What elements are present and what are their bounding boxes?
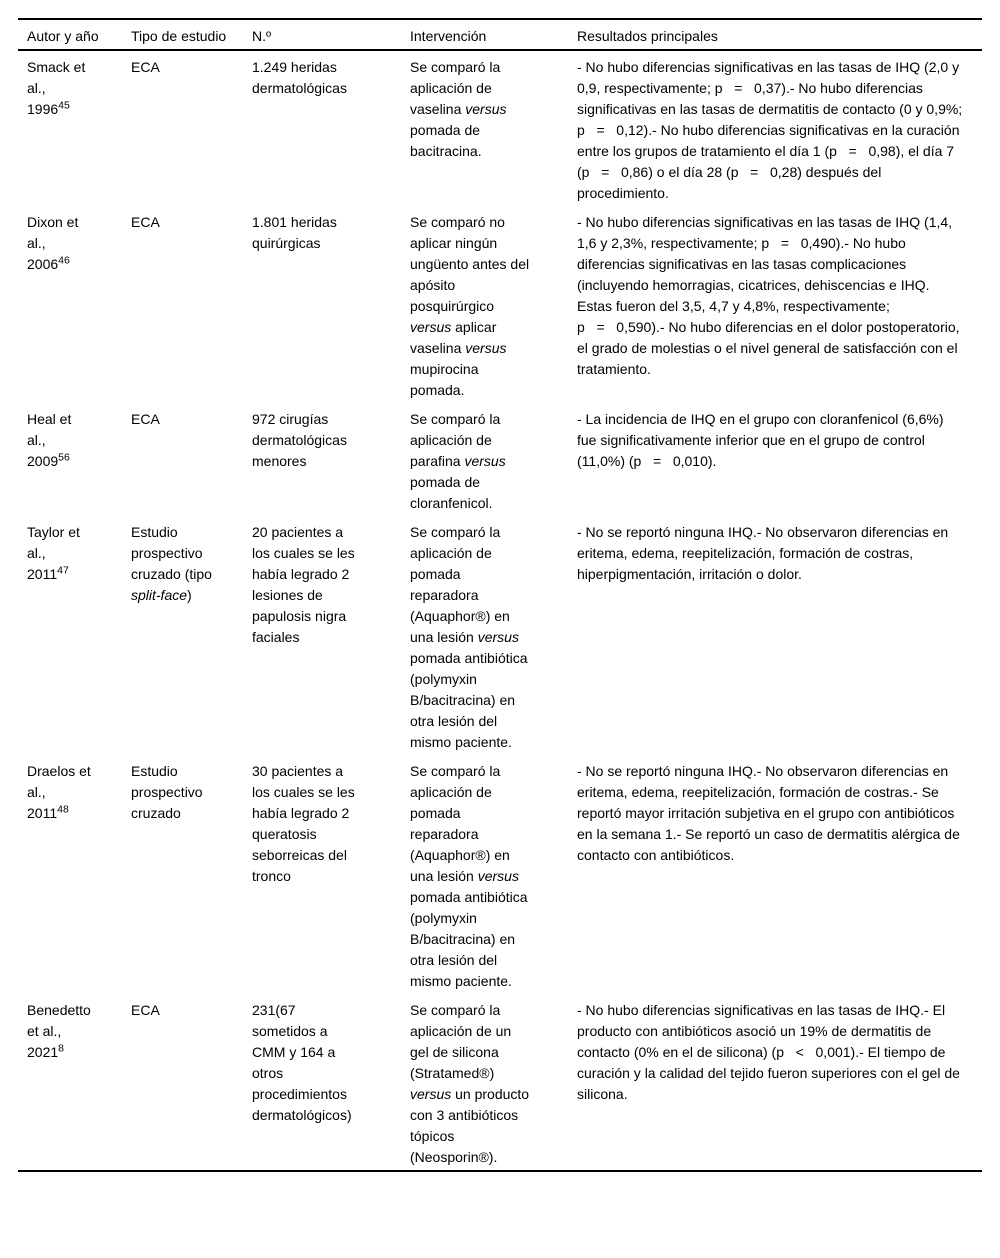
n-cell: 231(67 sometidos a CMM y 164 a otros procedimientos dermatológicos) — [252, 1002, 352, 1123]
n-cell: 20 pacientes a los cuales se les había legrado 2 lesiones de papulosis nigra faciales — [252, 524, 355, 645]
study-type-cell: Estudio prospectivo cruzado (tipo split-face) — [131, 524, 212, 603]
author-cell: Smack et al., 1996$^{45}$ — [27, 59, 86, 117]
study-type-cell: ECA — [131, 214, 160, 230]
intervention-cell: Se comparó la aplicación de parafina versus pomada de cloranfenicol. — [410, 411, 506, 511]
results-cell: - No hubo diferencias significativas en las tasas de IHQ (1,4, 1,6 y 2,3%, respectivamente; p = 0,490).- No hubo diferencias significativas en las tasas complicaciones (incluyendo hemorragias, cicatrices, dehiscencias e IHQ. Estas fueron del 3,5, 4,7 y 4,8%, respectivamente; p = 0,590).- No hubo diferencias en el dolor postoperatorio, el grado de molestias o el nivel general de satisfacción con el tratamiento. — [577, 214, 960, 377]
table-body — [18, 50, 982, 1171]
intervention-cell: Se comparó la aplicación de vaselina versus pomada de bacitracina. — [410, 59, 507, 159]
study-type-cell: Estudio prospectivo cruzado — [131, 763, 203, 821]
author-cell: Draelos et al., 2011$^{48}$ — [27, 763, 91, 821]
intervention-cell: Se comparó no aplicar ningún ungüento antes del apósito posquirúrgico versus aplicar vaselina versus mupirocina pomada. — [410, 214, 530, 398]
author-cell: Benedetto et al., 2021$^8$ — [27, 1002, 91, 1060]
n-cell: 1.801 heridas quirúrgicas — [252, 214, 337, 251]
column-header-tipo-de-estudio: Tipo de estudio — [130, 19, 251, 50]
studies-table — [18, 18, 982, 1172]
study-type-cell: ECA — [131, 59, 160, 75]
table-row — [18, 50, 982, 206]
author-cell: Taylor et al., 2011$^{47}$ — [27, 524, 80, 582]
study-type-cell: ECA — [131, 411, 160, 427]
results-cell: - No hubo diferencias significativas en las tasas de IHQ (2,0 y 0,9, respectivamente; p = 0,37).- No hubo diferencias significativas en las tasas de dermatitis de contacto (0 y 0,9%; p = 0,12).- No hubo diferencias significativas en la curación entre los grupos de tratamiento el día 1 (p = 0,98), el día 7 (p = 0,86) o el día 28 (p = 0,28) después del procedimiento. — [577, 59, 963, 201]
intervention-cell: Se comparó la aplicación de pomada reparadora (Aquaphor®) en una lesión versus pomada antibiótica (polymyxin B/bacitracina) en otra lesión del mismo paciente. — [410, 524, 528, 750]
table-header — [18, 19, 982, 50]
author-cell: Dixon et al., 2006$^{46}$ — [27, 214, 79, 272]
intervention-cell: Se comparó la aplicación de pomada reparadora (Aquaphor®) en una lesión versus pomada antibiótica (polymyxin B/bacitracina) en otra lesión del mismo paciente. — [410, 763, 528, 989]
column-header-autor-y-ano: Autor y año — [18, 19, 130, 50]
column-header-n: N.º — [251, 19, 409, 50]
results-cell: - No se reportó ninguna IHQ.- No observaron diferencias en eritema, edema, reepitelización, formación de costras, hiperpigmentación, irritación o dolor. — [577, 524, 949, 582]
table-row — [18, 755, 982, 994]
table-row — [18, 403, 982, 516]
author-cell: Heal et al., 2009$^{56}$ — [27, 411, 72, 469]
table-row — [18, 206, 982, 403]
results-cell: - No se reportó ninguna IHQ.- No observaron diferencias en eritema, edema, reepitelización, formación de costras.- Se reportó mayor irritación subjetiva en el grupo con antibióticos en la semana 1.- Se reportó un caso de dermatitis alérgica de contacto con antibióticos. — [577, 763, 960, 863]
table-row — [18, 516, 982, 755]
n-cell: 30 pacientes a los cuales se les había legrado 2 queratosis seborreicas del tronco — [252, 763, 355, 884]
results-cell: - La incidencia de IHQ en el grupo con cloranfenicol (6,6%) fue significativamente inferior que en el grupo de control (11,0%) (p = 0,010). — [577, 411, 944, 469]
table-row — [18, 994, 982, 1171]
column-header-intervencion: Intervención — [409, 19, 576, 50]
n-cell: 1.249 heridas dermatológicas — [252, 59, 347, 96]
intervention-cell: Se comparó la aplicación de un gel de silicona (Stratamed®) versus un producto con 3 antibióticos tópicos (Neosporin®). — [410, 1002, 530, 1165]
header-row — [18, 19, 982, 50]
n-cell: 972 cirugías dermatológicas menores — [252, 411, 347, 469]
study-type-cell: ECA — [131, 1002, 160, 1018]
column-header-resultados-principales: Resultados principales — [576, 19, 982, 50]
results-cell: - No hubo diferencias significativas en las tasas de IHQ.- El producto con antibióticos asoció un 19% de dermatitis de contacto (0% en el de silicona) (p < 0,001).- El tiempo de curación y la calidad del tejido fueron superiores con el gel de silicona. — [577, 1002, 960, 1102]
